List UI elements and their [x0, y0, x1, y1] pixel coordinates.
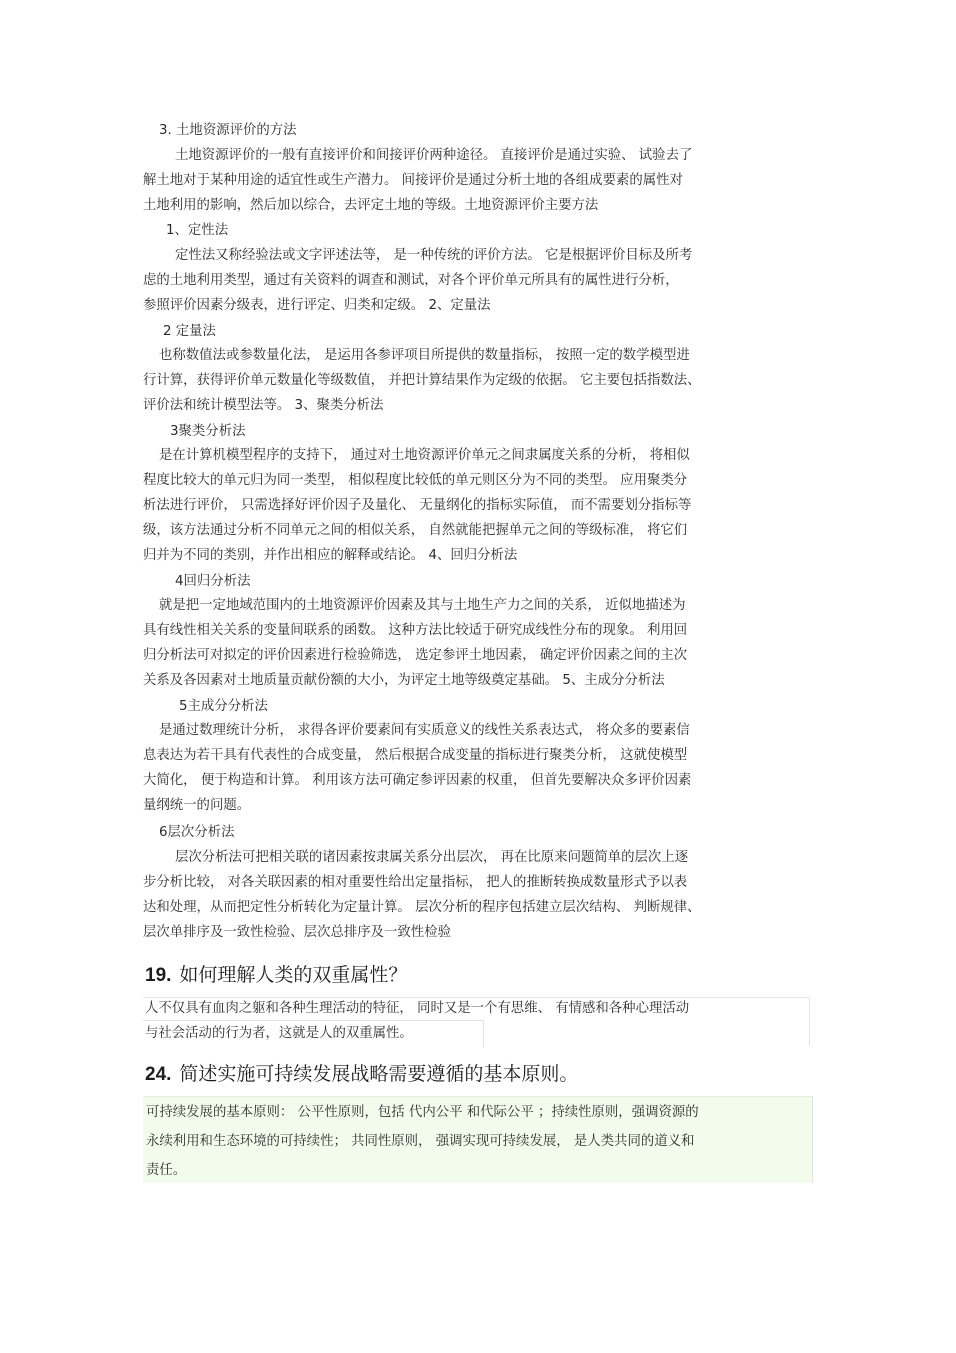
paragraph-line: 析法进行评价， 只需选择好评价因子及量化、 无量纲化的指标实际值， 而不需要划分指标等 — [143, 498, 692, 513]
paragraph-line: 是在计算机模型程序的支持下， 通过对土地资源评价单元之间隶属度关系的分析， 将相似 — [159, 448, 690, 463]
paragraph-line: 评价法和统计模型法等。 3、聚类分析法 — [143, 398, 384, 413]
method-title-qualitative: 1、定性法 — [166, 223, 229, 238]
paragraph-line: 虑的土地利用类型，通过有关资料的调查和测试，对各个评价单元所具有的属性进行分析， — [143, 273, 679, 288]
method-title-quantitative: 2 定量法 — [163, 324, 216, 339]
method-title-principal-component: 5主成分分析法 — [179, 699, 268, 714]
section-title-land-evaluation-methods: 3. 土地资源评价的方法 — [159, 123, 297, 138]
paragraph-line: 息表达为若干具有代表性的合成变量， 然后根据合成变量的指标进行聚类分析， 这就使模型 — [143, 748, 688, 763]
paragraph-line: 是通过数理统计分析， 求得各评价要素间有实质意义的线性关系表达式， 将众多的要素信 — [159, 723, 690, 738]
paragraph-line: 层次分析法可把相关联的诸因素按隶属关系分出层次， 再在比原来问题简单的层次上逐 — [175, 850, 689, 865]
paragraph-line: 级，该方法通过分析不同单元之间的相似关系， 自然就能把握单元之间的等级标准， 将它们 — [143, 523, 688, 538]
method-title-cluster-analysis: 3聚类分析法 — [170, 424, 246, 439]
paragraph-line: 行计算，获得评价单元数量化等级数值， 并把计算结果作为定级的依据。 它主要包括指数法、 — [143, 373, 701, 388]
paragraph-line: 归并为不同的类别，并作出相应的解释或结论。 4、回归分析法 — [143, 548, 518, 563]
question-24-heading — [145, 1061, 578, 1088]
answer-line: 与社会活动的行为者，这就是人的双重属性。 — [145, 1026, 413, 1041]
question-text: 如何理解人类的双重属性？ — [179, 964, 408, 986]
paragraph-line: 定性法又称经验法或文字评述法等， 是一种传统的评价方法。 它是根据评价目标及所考 — [175, 248, 693, 263]
paragraph-line: 步分析比较， 对各关联因素的相对重要性给出定量指标， 把人的推断转换成数量形式予以表 — [143, 875, 688, 890]
paragraph-line: 具有线性相关关系的变量间联系的函数。 这种方法比较适于研究成线性分布的现象。 利用回 — [143, 623, 688, 638]
question-number: 24. — [145, 1064, 172, 1085]
answer-line: 永续利用和生态环境的可持续性； 共同性原则， 强调实现可持续发展， 是人类共同的道义和 — [146, 1134, 695, 1149]
paragraph-line: 参照评价因素分级表，进行评定、归类和定级。 2、定量法 — [143, 298, 491, 313]
paragraph-line: 达和处理，从而把定性分析转化为定量计算。 层次分析的程序包括建立层次结构、 判断规律、 — [143, 900, 701, 915]
answer-line: 人不仅具有血肉之躯和各种生理活动的特征， 同时又是一个有思维、 有情感和各种心理活动 — [145, 1001, 690, 1016]
question-text: 简述实施可持续发展战略需要遵循的基本原则。 — [179, 1063, 579, 1085]
paragraph-line: 就是把一定地域范围内的土地资源评价因素及其与土地生产力之间的关系， 近似地描述为 — [159, 598, 686, 613]
question-number: 19. — [145, 965, 172, 986]
paragraph-line: 土地利用的影响，然后加以综合，去评定土地的等级。土地资源评价主要方法 — [143, 198, 599, 213]
paragraph-line: 大简化， 便于构造和计算。 利用该方法可确定参评因素的权重， 但首先要解决众多评价因素 — [143, 773, 692, 788]
method-title-ahp: 6层次分析法 — [159, 825, 235, 840]
answer-line: 可持续发展的基本原则： 公平性原则，包括 代内公平 和代际公平 ；持续性原则，强调资源的 — [146, 1105, 699, 1120]
answer-line: 责任。 — [146, 1163, 187, 1178]
paragraph-line: 解土地对于某种用途的适宜性或生产潜力。 间接评价是通过分析土地的各组成要素的属性对 — [143, 173, 683, 188]
paragraph-line: 层次单排序及一致性检验、层次总排序及一致性检验 — [143, 925, 451, 940]
paragraph-line: 也称数值法或参数量化法， 是运用各参评项目所提供的数量指标， 按照一定的数学模型进 — [159, 348, 690, 363]
paragraph-line: 土地资源评价的一般有直接评价和间接评价两种途径。 直接评价是通过实验、 试验去了 — [175, 148, 693, 163]
question-19-heading — [145, 962, 407, 989]
paragraph-line: 程度比较大的单元归为同一类型， 相似程度比较低的单元则区分为不同的类型。 应用聚类分 — [143, 473, 688, 488]
paragraph-line: 量纲统一的问题。 — [143, 798, 251, 813]
method-title-regression-analysis: 4回归分析法 — [175, 574, 251, 589]
paragraph-line: 关系及各因素对土地质量贡献份额的大小，为评定土地等级奠定基础。 5、主成分分析法 — [143, 673, 665, 688]
paragraph-line: 归分析法可对拟定的评价因素进行检验筛选， 选定参评土地因素， 确定评价因素之间的主次 — [143, 648, 688, 663]
